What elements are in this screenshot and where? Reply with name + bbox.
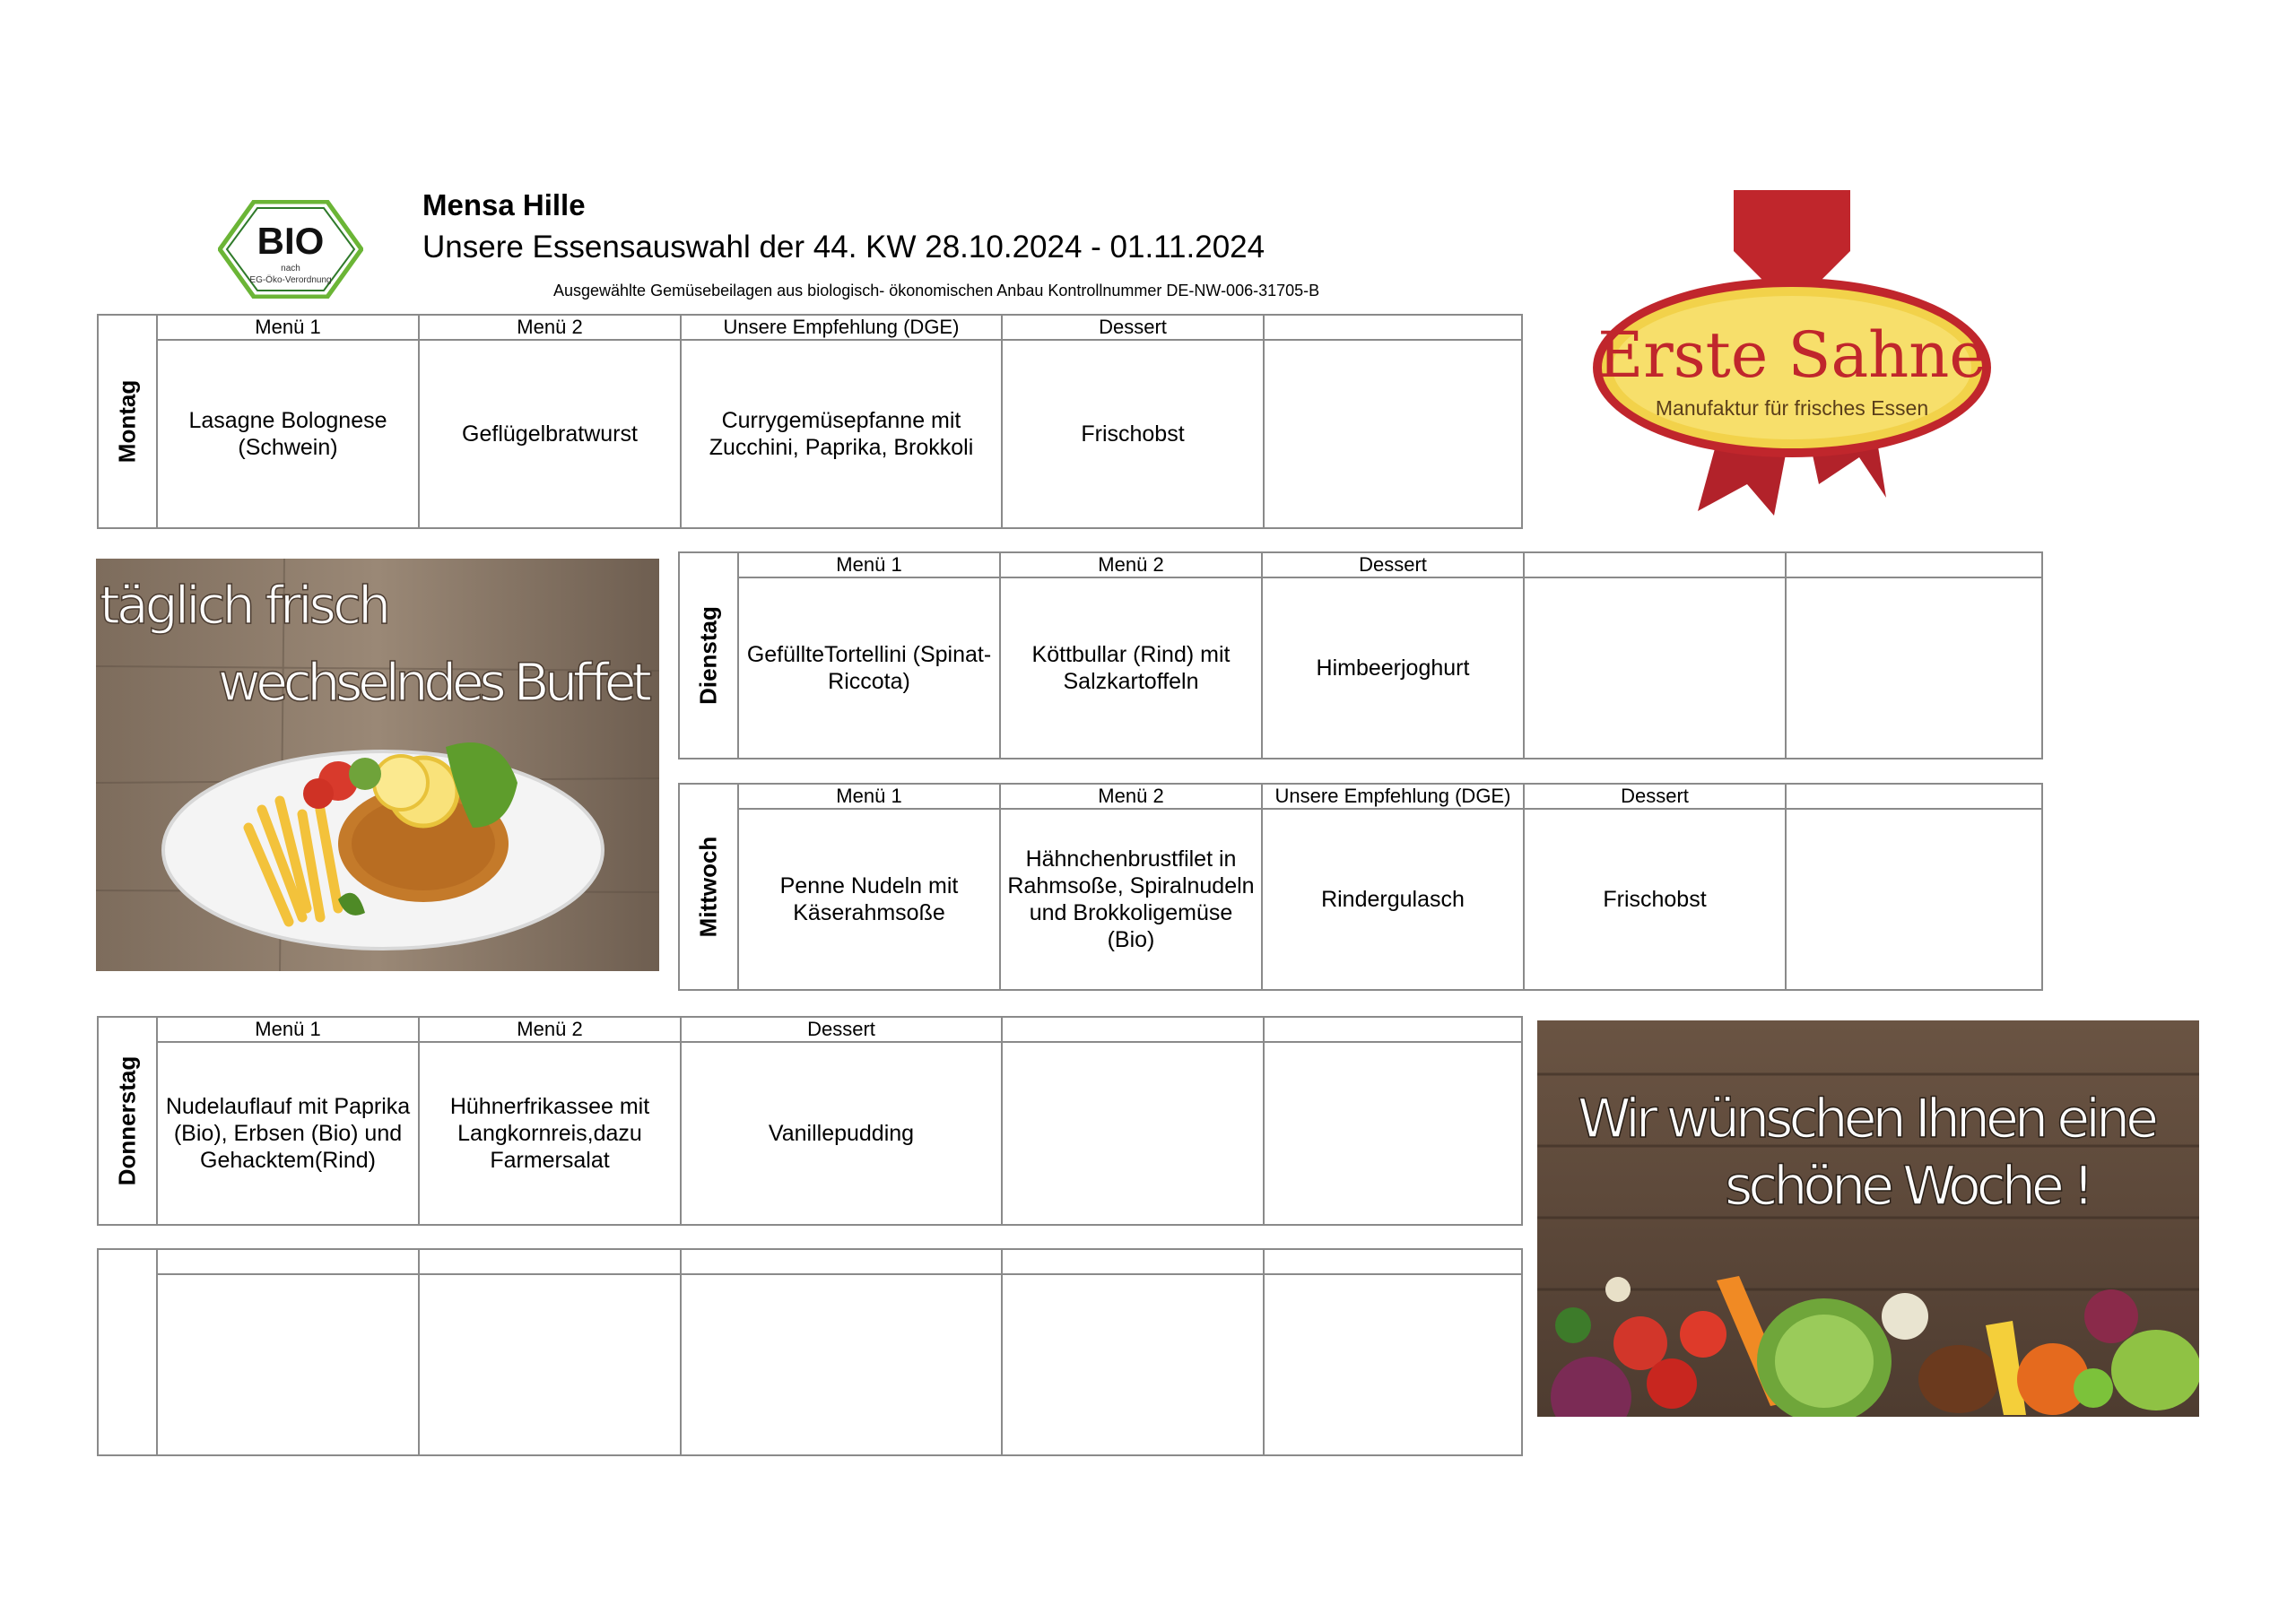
erste-sahne-logo [1590, 188, 1994, 520]
column-header: Menü 1 [739, 785, 999, 810]
day-label: Dienstag [694, 606, 722, 705]
svg-text:nach: nach [281, 264, 300, 273]
column-header [1265, 1018, 1521, 1043]
column-header [420, 1250, 680, 1275]
menu-cell [1790, 810, 2038, 989]
day-label-cell [680, 785, 739, 989]
day-label-cell [99, 1250, 158, 1454]
day-label: Donnerstag [113, 1055, 141, 1186]
column-header: Menü 1 [158, 1018, 418, 1043]
column-header: Dessert [1263, 553, 1523, 578]
day-table-dienstag [678, 551, 2043, 759]
svg-text:BIO: BIO [257, 220, 325, 262]
column-header: Menü 1 [158, 316, 418, 341]
menu-cell: Penne Nudeln mit Käserahmsoße [779, 873, 959, 925]
menu-cell [1268, 1275, 1518, 1454]
organic-note: Ausgewählte Gemüsebeilagen aus biologisch- ökonomischen Anbau Kontrollnummer DE-NW-006-31705-B [553, 282, 1320, 299]
menu-cell: GefüllteTortellini (Spinat-Riccota) [746, 642, 992, 694]
menu-cell [1006, 1043, 1259, 1224]
day-table-montag [97, 314, 1523, 529]
buffet-banner-image [96, 559, 659, 971]
column-header [682, 1250, 1001, 1275]
column-header: Menü 2 [1001, 553, 1261, 578]
day-label: Montag [113, 379, 141, 464]
menu-cell [161, 1275, 414, 1454]
column-header [1787, 785, 2041, 810]
menu-cell [1790, 578, 2038, 758]
menu-cell [1006, 1275, 1259, 1454]
wish-line-1: Wir wünschen Ihnen eine [1578, 1088, 2159, 1150]
banner-line-1: täglich frisch [100, 575, 391, 636]
page-title: Mensa Hille [422, 188, 586, 221]
day-table-donnerstag [97, 1016, 1523, 1226]
column-header [1003, 1250, 1263, 1275]
column-header [1265, 316, 1521, 341]
day-table-mittwoch [678, 783, 2043, 991]
bio-seal-logo [218, 200, 363, 299]
menu-cell: Himbeerjoghurt [1316, 655, 1470, 681]
menu-cell: Hähnchenbrustfilet in Rahmsoße, Spiralnudeln und Brokkoligemüse (Bio) [1007, 846, 1255, 952]
menu-cell: Vanillepudding [768, 1121, 915, 1146]
menu-cell: Frischobst [1081, 421, 1185, 447]
day-label-cell [680, 553, 739, 758]
day-label-cell [99, 1018, 158, 1224]
column-header: Menü 1 [739, 553, 999, 578]
column-header [1525, 553, 1785, 578]
menu-cell: Frischobst [1603, 887, 1707, 912]
wish-line-2: schöne Woche ! [1725, 1155, 2094, 1218]
column-header [1265, 1250, 1521, 1275]
column-header: Menü 2 [420, 1018, 680, 1043]
column-header [1787, 553, 2041, 578]
svg-text:EG-Öko-Verordnung: EG-Öko-Verordnung [249, 275, 332, 285]
menu-cell [1528, 578, 1781, 758]
column-header [158, 1250, 418, 1275]
menu-cell: Currygemüsepfanne mit Zucchini, Paprika, Brokkoli [709, 408, 974, 460]
menu-cell: Rindergulasch [1321, 887, 1465, 912]
menu-cell: Nudelauflauf mit Paprika (Bio), Erbsen (Bio) und Gehacktem(Rind) [165, 1094, 411, 1173]
svg-text:Erste Sahne: Erste Sahne [1597, 318, 1987, 392]
banner-line-2: wechselndes Buffet [218, 652, 652, 713]
menu-cell [685, 1275, 997, 1454]
menu-cell: Köttbullar (Rind) mit Salzkartoffeln [1031, 642, 1231, 694]
menu-cell [1268, 1043, 1518, 1224]
svg-text:Manufaktur für frisches Essen: Manufaktur für frisches Essen [1655, 396, 1929, 420]
menu-cell [1268, 341, 1518, 527]
column-header [1003, 1018, 1263, 1043]
menu-cell: Lasagne Bolognese (Schwein) [188, 408, 387, 460]
day-label: Mittwoch [694, 836, 722, 938]
menu-cell: Hühnerfrikassee mit Langkornreis,dazu Farmersalat [449, 1094, 650, 1173]
day-label-cell [99, 316, 158, 527]
column-header: Dessert [682, 1018, 1001, 1043]
column-header: Unsere Empfehlung (DGE) [682, 316, 1001, 341]
column-header: Menü 2 [420, 316, 680, 341]
menu-cell: Geflügelbratwurst [462, 421, 638, 447]
page-subtitle: Unsere Essensauswahl der 44. KW 28.10.2024 - 01.11.2024 [422, 230, 1265, 265]
day-table-empty [97, 1248, 1523, 1456]
vegetables-banner-image [1537, 1020, 2199, 1417]
column-header: Dessert [1003, 316, 1263, 341]
menu-cell [423, 1275, 676, 1454]
column-header: Unsere Empfehlung (DGE) [1263, 785, 1523, 810]
column-header: Dessert [1525, 785, 1785, 810]
column-header: Menü 2 [1001, 785, 1261, 810]
